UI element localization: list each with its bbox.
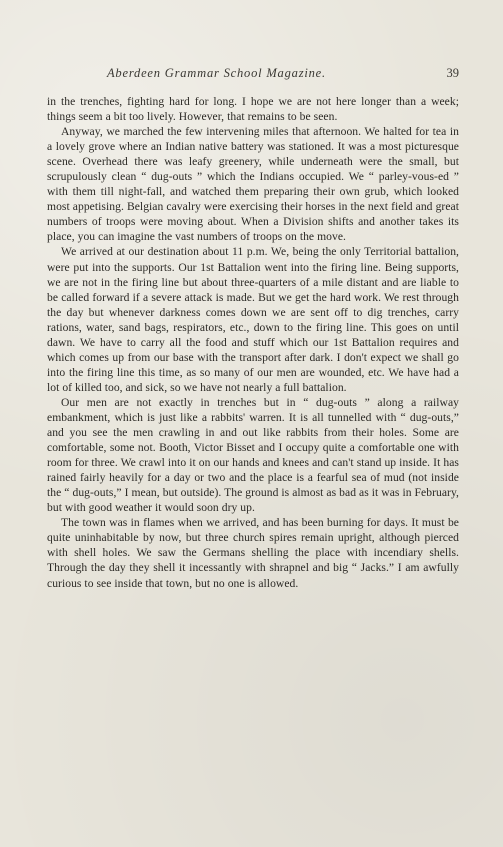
paragraph-march: Anyway, we marched the few intervening miles that afternoon. We halted for tea in a lovely grove where an Indian native battery was stationed. It was a most picturesque scene. Overhead there was leafy greenery, while underneath were the small, but scrupulously clean “ dug-outs ” which the Indians occupied. We “ parley-vous-ed ” with them till night-fall, and watched them preparing their own grub, which looked most appetising. Belgian cavalry were exercising their horses in the next field and great numbers of troops were moving about. When a Division shifts and another takes its place, you can imagine the vast numbers of troops on the move.	[47, 125, 459, 244]
paragraph-arrival: We arrived at our destination about 11 p.m. We, being the only Territorial battalion, were put into the supports. Our 1st Battalion went into the firing line. Being supports, we are not in the firing line but about three-quarters of a mile distant and are liable to be called forward if a severe attack is made. But we get the hard work. We rest through the day but whenever darkness comes down we are sent off to dig trenches, carry rations, water, sand bags, respirators, etc., down to the firing line. This goes on until dawn. We have to carry all the food and stuff which our 1st Battalion requires and which comes up from our base with the transport after dark. I don't expect we shall go into the firing line this time, as so many of our men are wounded, etc. We have had a lot of killed too, and sick, so we have not nearly a full battalion.	[47, 245, 459, 394]
page-header	[47, 66, 459, 84]
running-title: Aberdeen Grammar School Magazine.	[107, 66, 326, 80]
page-number: 39	[446, 66, 459, 80]
paragraph-town: The town was in flames when we arrived, and has been burning for days. It must be quite uninhabitable by now, but three church spires remain upright, although pierced with shell holes. We saw the Germans shelling the place with incendiary shells. Through the day they shell it incessantly with shrapnel and big “ Jacks.” I am awfully curious to see inside that town, but no one is allowed.	[47, 516, 459, 590]
paragraph-continuation: in the trenches, fighting hard for long. I hope we are not here longer than a week; things seem a bit too lively. However, that remains to be seen.	[47, 95, 459, 124]
article-body	[47, 94, 459, 591]
paragraph-dugouts: Our men are not exactly in trenches but in “ dug-outs ” along a railway embankment, which is just like a rabbits' warren. It is all tunnelled with “ dug-outs,” and you see the men crawling in and out like rabbits from their holes. Some are comfortable, some not. Booth, Victor Bisset and I occupy quite a comfortable one with room for three. We crawl into it on our hands and knees and can't stand up inside. It has rained fairly heavily for a day or two and the place is a fearful sea of mud (not inside the “ dug-outs,” I mean, but outside). The ground is almost as bad as it was in February, but with good weather it would soon dry up.	[47, 395, 459, 515]
